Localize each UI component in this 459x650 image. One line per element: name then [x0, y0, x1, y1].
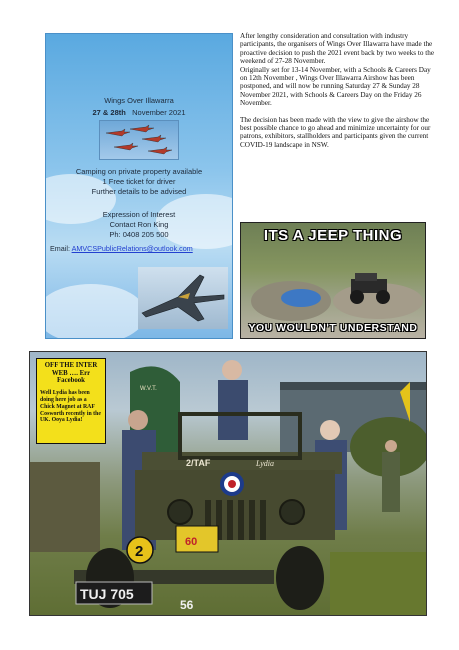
airshow-flyer	[45, 33, 233, 339]
license-plate: TUJ 705	[80, 586, 134, 602]
flyer-dates-bold: 27 & 28th	[92, 108, 126, 117]
name-text: Lydia	[256, 459, 274, 468]
facebook-callout-box	[36, 358, 106, 444]
article-paragraph: After lengthy consideration and consultation with industry participants, the organisers of Wings Over Illawarra have made the proactive decision to push the 2021 event back by two weeks to the weekend of 27-28 November.	[240, 32, 435, 66]
jeep-icon	[345, 273, 395, 307]
flyer-dates	[46, 108, 232, 117]
number-badge: 2	[135, 543, 144, 560]
flyer-expression: Expression of Interest	[102, 210, 176, 219]
callout-body: Well Lydia has been doing here job as a Chick Magnet at RAF Cosworth recently in the UK. Ooya Lydia!	[40, 389, 101, 424]
article-paragraph: Originally set for 13-14 November, with a Schools & Careers Day on 12th November , Wings Over Illawarra Airshow has been postponed, and will now be running Saturday 27 & Sunday 28 November 2021, with Schools & Careers Day on the Friday 26 November.	[240, 65, 431, 108]
anniversary-badge: 60	[185, 536, 198, 548]
meme-bottom-text: YOU WOULDN'T UNDERSTAND	[248, 322, 418, 334]
fighter-jet-icon	[138, 267, 228, 329]
article-paragraph: The decision has been made with the view to give the airshow the best possible chance to go ahead and minimize uncertainty for our patrons, exhibitors, stallholders and participants given the current COVID-19 landscape in NSW.	[240, 115, 431, 149]
formation-jets-image	[99, 120, 179, 160]
flyer-phone: Ph: 0408 205 500	[109, 230, 169, 239]
flyer-email-link[interactable]: AMVCSPublicRelations@outlook.com	[71, 244, 193, 253]
fighter-jet-image	[138, 267, 228, 329]
side-number: 56	[180, 598, 194, 612]
banner-sign: W.V.T.	[140, 386, 157, 392]
meme-top-text: ITS A JEEP THING	[263, 227, 403, 244]
flyer-contact: Contact Ron King	[109, 220, 169, 229]
flyer-further-details: Further details to be advised	[91, 187, 187, 196]
blue-vehicle	[281, 289, 321, 307]
cloud-decoration	[45, 284, 146, 339]
airshow-article	[240, 32, 436, 157]
jeep-meme-image	[240, 222, 426, 339]
flyer-free-ticket: 1 Free ticket for driver	[102, 177, 176, 186]
jeep-show-photo	[29, 351, 427, 616]
hood-text: 2/TAF	[186, 458, 211, 468]
flyer-email-label: Email:	[50, 244, 72, 253]
flyer-title: Wings Over Illawarra	[104, 96, 174, 105]
flyer-dates-rest: November 2021	[132, 108, 186, 117]
flyer-email-row	[50, 244, 233, 253]
callout-heading: OFF THE INTER WEB …. Err Facebook	[44, 362, 98, 385]
jets-icon	[100, 121, 180, 161]
flyer-camping: Camping on private property available	[75, 167, 203, 176]
